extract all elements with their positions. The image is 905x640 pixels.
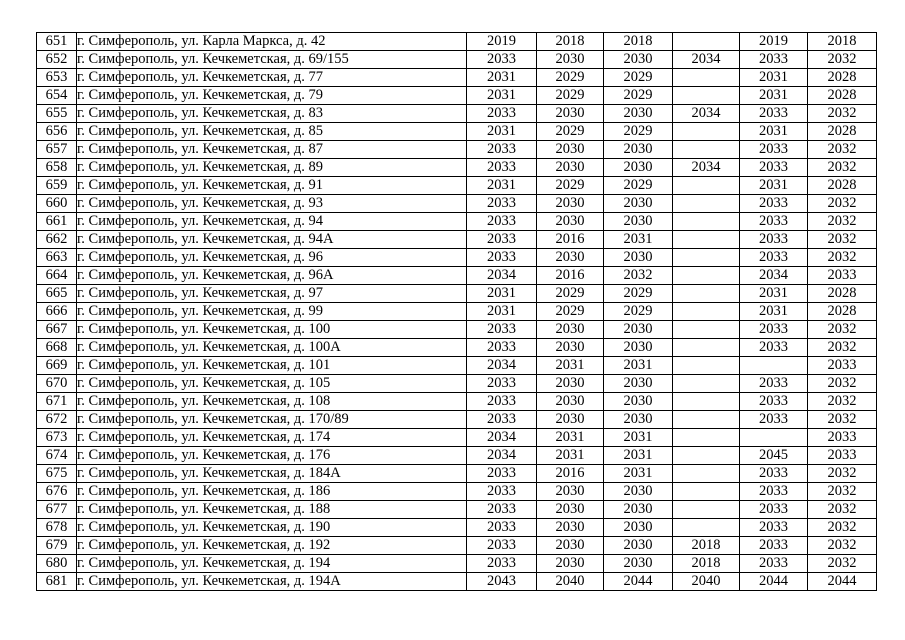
year-cell-6: 2032 <box>808 321 877 339</box>
year-cell-1: 2019 <box>467 33 537 51</box>
row-number-cell: 668 <box>37 339 77 357</box>
year-cell-2: 2029 <box>537 285 604 303</box>
year-cell-6: 2032 <box>808 339 877 357</box>
year-cell-3: 2030 <box>604 339 673 357</box>
table-row <box>37 303 877 321</box>
year-cell-3: 2018 <box>604 33 673 51</box>
address-cell: г. Симферополь, ул. Кечкеметская, д. 94 <box>77 213 467 231</box>
table-row <box>37 483 877 501</box>
year-cell-6: 2032 <box>808 231 877 249</box>
year-cell-3: 2029 <box>604 303 673 321</box>
year-cell-3: 2030 <box>604 483 673 501</box>
year-cell-5: 2033 <box>740 375 808 393</box>
row-number-cell: 662 <box>37 231 77 249</box>
row-number-cell: 674 <box>37 447 77 465</box>
table-row <box>37 159 877 177</box>
table-row <box>37 195 877 213</box>
table-row <box>37 429 877 447</box>
year-cell-5: 2031 <box>740 303 808 321</box>
year-cell-3: 2030 <box>604 105 673 123</box>
table-row <box>37 213 877 231</box>
year-cell-1: 2031 <box>467 303 537 321</box>
year-cell-4 <box>673 411 740 429</box>
year-cell-6: 2032 <box>808 555 877 573</box>
address-cell: г. Симферополь, ул. Кечкеметская, д. 97 <box>77 285 467 303</box>
year-cell-1: 2031 <box>467 69 537 87</box>
year-cell-4: 2034 <box>673 51 740 69</box>
year-cell-1: 2033 <box>467 537 537 555</box>
year-cell-2: 2031 <box>537 357 604 375</box>
year-cell-5: 2033 <box>740 249 808 267</box>
year-cell-2: 2018 <box>537 33 604 51</box>
year-cell-1: 2034 <box>467 357 537 375</box>
row-number-cell: 653 <box>37 69 77 87</box>
row-number-cell: 671 <box>37 393 77 411</box>
row-number-cell: 681 <box>37 573 77 591</box>
row-number-cell: 679 <box>37 537 77 555</box>
address-cell: г. Симферополь, ул. Кечкеметская, д. 100А <box>77 339 467 357</box>
row-number-cell: 677 <box>37 501 77 519</box>
table-row <box>37 501 877 519</box>
address-cell: г. Симферополь, ул. Кечкеметская, д. 96 <box>77 249 467 267</box>
address-cell: г. Симферополь, ул. Кечкеметская, д. 188 <box>77 501 467 519</box>
table-row <box>37 519 877 537</box>
year-cell-4 <box>673 69 740 87</box>
year-cell-6: 2032 <box>808 375 877 393</box>
table-row <box>37 573 877 591</box>
year-cell-1: 2033 <box>467 339 537 357</box>
address-cell: г. Симферополь, ул. Кечкеметская, д. 194А <box>77 573 467 591</box>
row-number-cell: 673 <box>37 429 77 447</box>
year-cell-3: 2030 <box>604 321 673 339</box>
row-number-cell: 652 <box>37 51 77 69</box>
year-cell-6: 2033 <box>808 357 877 375</box>
address-cell: г. Симферополь, ул. Кечкеметская, д. 89 <box>77 159 467 177</box>
address-cell: г. Симферополь, ул. Кечкеметская, д. 174 <box>77 429 467 447</box>
row-number-cell: 664 <box>37 267 77 285</box>
year-cell-2: 2030 <box>537 339 604 357</box>
year-cell-1: 2033 <box>467 249 537 267</box>
year-cell-6: 2032 <box>808 105 877 123</box>
year-cell-5 <box>740 429 808 447</box>
address-cell: г. Симферополь, ул. Кечкеметская, д. 190 <box>77 519 467 537</box>
year-cell-1: 2033 <box>467 411 537 429</box>
row-number-cell: 656 <box>37 123 77 141</box>
address-cell: г. Симферополь, ул. Кечкеметская, д. 85 <box>77 123 467 141</box>
year-cell-4 <box>673 465 740 483</box>
year-cell-4: 2040 <box>673 573 740 591</box>
row-number-cell: 678 <box>37 519 77 537</box>
year-cell-4 <box>673 87 740 105</box>
year-cell-6: 2032 <box>808 393 877 411</box>
year-cell-2: 2030 <box>537 411 604 429</box>
year-cell-4: 2034 <box>673 159 740 177</box>
year-cell-5: 2031 <box>740 123 808 141</box>
year-cell-2: 2030 <box>537 51 604 69</box>
year-cell-3: 2030 <box>604 141 673 159</box>
year-cell-2: 2030 <box>537 105 604 123</box>
year-cell-6: 2032 <box>808 465 877 483</box>
year-cell-6: 2032 <box>808 411 877 429</box>
year-cell-5: 2045 <box>740 447 808 465</box>
year-cell-5: 2033 <box>740 483 808 501</box>
address-cell: г. Симферополь, ул. Кечкеметская, д. 100 <box>77 321 467 339</box>
row-number-cell: 669 <box>37 357 77 375</box>
year-cell-4 <box>673 195 740 213</box>
row-number-cell: 667 <box>37 321 77 339</box>
year-cell-6: 2033 <box>808 267 877 285</box>
row-number-cell: 654 <box>37 87 77 105</box>
row-number-cell: 661 <box>37 213 77 231</box>
year-cell-4 <box>673 123 740 141</box>
table-row <box>37 393 877 411</box>
table-row <box>37 465 877 483</box>
year-cell-2: 2030 <box>537 483 604 501</box>
year-cell-1: 2034 <box>467 267 537 285</box>
year-cell-5: 2033 <box>740 231 808 249</box>
year-cell-5: 2033 <box>740 159 808 177</box>
row-number-cell: 659 <box>37 177 77 195</box>
address-cell: г. Симферополь, ул. Кечкеметская, д. 105 <box>77 375 467 393</box>
address-cell: г. Симферополь, ул. Кечкеметская, д. 83 <box>77 105 467 123</box>
address-cell: г. Симферополь, ул. Кечкеметская, д. 69/155 <box>77 51 467 69</box>
year-cell-5: 2033 <box>740 519 808 537</box>
year-cell-1: 2033 <box>467 519 537 537</box>
year-cell-4: 2018 <box>673 555 740 573</box>
year-cell-1: 2034 <box>467 447 537 465</box>
year-cell-1: 2033 <box>467 555 537 573</box>
year-cell-2: 2031 <box>537 447 604 465</box>
year-cell-5: 2019 <box>740 33 808 51</box>
address-cell: г. Симферополь, ул. Кечкеметская, д. 170/89 <box>77 411 467 429</box>
year-cell-5: 2033 <box>740 501 808 519</box>
year-cell-4 <box>673 249 740 267</box>
address-cell: г. Симферополь, ул. Кечкеметская, д. 96А <box>77 267 467 285</box>
year-cell-6: 2032 <box>808 51 877 69</box>
table-row <box>37 141 877 159</box>
year-cell-5: 2031 <box>740 177 808 195</box>
year-cell-4 <box>673 231 740 249</box>
year-cell-6: 2032 <box>808 537 877 555</box>
row-number-cell: 651 <box>37 33 77 51</box>
year-cell-3: 2029 <box>604 87 673 105</box>
year-cell-4 <box>673 357 740 375</box>
row-number-cell: 663 <box>37 249 77 267</box>
year-cell-2: 2030 <box>537 555 604 573</box>
table-row <box>37 123 877 141</box>
table-row <box>37 267 877 285</box>
year-cell-4: 2018 <box>673 537 740 555</box>
year-cell-3: 2031 <box>604 357 673 375</box>
year-cell-6: 2018 <box>808 33 877 51</box>
row-number-cell: 666 <box>37 303 77 321</box>
year-cell-1: 2033 <box>467 159 537 177</box>
year-cell-4 <box>673 447 740 465</box>
year-cell-6: 2032 <box>808 159 877 177</box>
year-cell-2: 2030 <box>537 159 604 177</box>
year-cell-3: 2031 <box>604 465 673 483</box>
document-page <box>36 32 876 591</box>
address-cell: г. Симферополь, ул. Кечкеметская, д. 91 <box>77 177 467 195</box>
year-cell-2: 2029 <box>537 123 604 141</box>
year-cell-6: 2044 <box>808 573 877 591</box>
year-cell-1: 2043 <box>467 573 537 591</box>
address-cell: г. Симферополь, ул. Кечкеметская, д. 77 <box>77 69 467 87</box>
year-cell-1: 2033 <box>467 105 537 123</box>
year-cell-6: 2032 <box>808 213 877 231</box>
table-row <box>37 249 877 267</box>
year-cell-2: 2016 <box>537 267 604 285</box>
housing-repair-schedule-table <box>36 32 877 591</box>
year-cell-4 <box>673 321 740 339</box>
year-cell-4 <box>673 267 740 285</box>
year-cell-3: 2030 <box>604 375 673 393</box>
row-number-cell: 658 <box>37 159 77 177</box>
year-cell-2: 2030 <box>537 213 604 231</box>
year-cell-6: 2032 <box>808 483 877 501</box>
year-cell-1: 2033 <box>467 393 537 411</box>
year-cell-6: 2028 <box>808 69 877 87</box>
year-cell-4 <box>673 213 740 231</box>
year-cell-4: 2034 <box>673 105 740 123</box>
year-cell-2: 2029 <box>537 69 604 87</box>
year-cell-3: 2030 <box>604 249 673 267</box>
year-cell-3: 2029 <box>604 69 673 87</box>
year-cell-4 <box>673 141 740 159</box>
address-cell: г. Симферополь, ул. Кечкеметская, д. 94А <box>77 231 467 249</box>
year-cell-6: 2033 <box>808 429 877 447</box>
year-cell-5: 2033 <box>740 555 808 573</box>
address-cell: г. Симферополь, ул. Кечкеметская, д. 101 <box>77 357 467 375</box>
year-cell-3: 2030 <box>604 555 673 573</box>
year-cell-2: 2030 <box>537 501 604 519</box>
year-cell-1: 2033 <box>467 231 537 249</box>
row-number-cell: 670 <box>37 375 77 393</box>
table-row <box>37 339 877 357</box>
table-row <box>37 231 877 249</box>
year-cell-2: 2030 <box>537 393 604 411</box>
year-cell-2: 2029 <box>537 87 604 105</box>
year-cell-6: 2028 <box>808 177 877 195</box>
row-number-cell: 655 <box>37 105 77 123</box>
row-number-cell: 672 <box>37 411 77 429</box>
year-cell-5: 2033 <box>740 411 808 429</box>
year-cell-6: 2032 <box>808 141 877 159</box>
address-cell: г. Симферополь, ул. Кечкеметская, д. 108 <box>77 393 467 411</box>
year-cell-6: 2028 <box>808 87 877 105</box>
year-cell-4 <box>673 501 740 519</box>
year-cell-4 <box>673 339 740 357</box>
year-cell-3: 2030 <box>604 501 673 519</box>
address-cell: г. Симферополь, ул. Карла Маркса, д. 42 <box>77 33 467 51</box>
year-cell-2: 2016 <box>537 231 604 249</box>
address-cell: г. Симферополь, ул. Кечкеметская, д. 184А <box>77 465 467 483</box>
year-cell-5: 2033 <box>740 105 808 123</box>
year-cell-5 <box>740 357 808 375</box>
year-cell-5: 2031 <box>740 87 808 105</box>
year-cell-2: 2029 <box>537 177 604 195</box>
year-cell-5: 2033 <box>740 213 808 231</box>
year-cell-6: 2032 <box>808 249 877 267</box>
year-cell-2: 2031 <box>537 429 604 447</box>
year-cell-1: 2031 <box>467 123 537 141</box>
year-cell-6: 2032 <box>808 519 877 537</box>
year-cell-2: 2040 <box>537 573 604 591</box>
year-cell-1: 2033 <box>467 213 537 231</box>
row-number-cell: 675 <box>37 465 77 483</box>
year-cell-3: 2031 <box>604 231 673 249</box>
address-cell: г. Симферополь, ул. Кечкеметская, д. 87 <box>77 141 467 159</box>
year-cell-5: 2033 <box>740 195 808 213</box>
year-cell-1: 2033 <box>467 195 537 213</box>
table-row <box>37 447 877 465</box>
year-cell-4 <box>673 285 740 303</box>
row-number-cell: 657 <box>37 141 77 159</box>
year-cell-1: 2033 <box>467 141 537 159</box>
year-cell-4 <box>673 375 740 393</box>
year-cell-6: 2032 <box>808 195 877 213</box>
year-cell-2: 2030 <box>537 141 604 159</box>
row-number-cell: 680 <box>37 555 77 573</box>
table-row <box>37 411 877 429</box>
year-cell-3: 2032 <box>604 267 673 285</box>
year-cell-2: 2030 <box>537 519 604 537</box>
year-cell-3: 2031 <box>604 429 673 447</box>
year-cell-1: 2033 <box>467 501 537 519</box>
table-row <box>37 87 877 105</box>
year-cell-6: 2032 <box>808 501 877 519</box>
year-cell-5: 2033 <box>740 51 808 69</box>
year-cell-2: 2030 <box>537 321 604 339</box>
table-row <box>37 33 877 51</box>
year-cell-5: 2033 <box>740 339 808 357</box>
year-cell-2: 2030 <box>537 537 604 555</box>
year-cell-1: 2033 <box>467 375 537 393</box>
address-cell: г. Симферополь, ул. Кечкеметская, д. 192 <box>77 537 467 555</box>
year-cell-5: 2033 <box>740 141 808 159</box>
year-cell-4 <box>673 303 740 321</box>
address-cell: г. Симферополь, ул. Кечкеметская, д. 93 <box>77 195 467 213</box>
year-cell-5: 2031 <box>740 69 808 87</box>
row-number-cell: 660 <box>37 195 77 213</box>
table-row <box>37 555 877 573</box>
year-cell-3: 2030 <box>604 411 673 429</box>
year-cell-5: 2044 <box>740 573 808 591</box>
year-cell-2: 2030 <box>537 375 604 393</box>
table-row <box>37 51 877 69</box>
table-row <box>37 375 877 393</box>
year-cell-1: 2031 <box>467 177 537 195</box>
year-cell-3: 2030 <box>604 195 673 213</box>
year-cell-1: 2033 <box>467 321 537 339</box>
year-cell-3: 2030 <box>604 213 673 231</box>
year-cell-6: 2028 <box>808 285 877 303</box>
year-cell-4 <box>673 519 740 537</box>
address-cell: г. Симферополь, ул. Кечкеметская, д. 99 <box>77 303 467 321</box>
row-number-cell: 665 <box>37 285 77 303</box>
address-cell: г. Симферополь, ул. Кечкеметская, д. 79 <box>77 87 467 105</box>
year-cell-4 <box>673 393 740 411</box>
year-cell-3: 2030 <box>604 393 673 411</box>
year-cell-3: 2029 <box>604 177 673 195</box>
year-cell-3: 2030 <box>604 51 673 69</box>
year-cell-2: 2016 <box>537 465 604 483</box>
table-row <box>37 537 877 555</box>
table-row <box>37 177 877 195</box>
year-cell-3: 2029 <box>604 285 673 303</box>
year-cell-2: 2030 <box>537 195 604 213</box>
year-cell-1: 2031 <box>467 285 537 303</box>
table-row <box>37 285 877 303</box>
table-row <box>37 357 877 375</box>
year-cell-6: 2028 <box>808 123 877 141</box>
year-cell-5: 2031 <box>740 285 808 303</box>
year-cell-3: 2030 <box>604 537 673 555</box>
year-cell-5: 2034 <box>740 267 808 285</box>
year-cell-5: 2033 <box>740 393 808 411</box>
address-cell: г. Симферополь, ул. Кечкеметская, д. 176 <box>77 447 467 465</box>
year-cell-2: 2030 <box>537 249 604 267</box>
address-cell: г. Симферополь, ул. Кечкеметская, д. 186 <box>77 483 467 501</box>
year-cell-1: 2034 <box>467 429 537 447</box>
year-cell-4 <box>673 33 740 51</box>
year-cell-4 <box>673 483 740 501</box>
year-cell-1: 2033 <box>467 51 537 69</box>
table-row <box>37 105 877 123</box>
year-cell-5: 2033 <box>740 537 808 555</box>
year-cell-2: 2029 <box>537 303 604 321</box>
table-body <box>37 33 877 591</box>
year-cell-1: 2033 <box>467 465 537 483</box>
year-cell-6: 2028 <box>808 303 877 321</box>
table-row <box>37 321 877 339</box>
year-cell-3: 2030 <box>604 519 673 537</box>
address-cell: г. Симферополь, ул. Кечкеметская, д. 194 <box>77 555 467 573</box>
table-row <box>37 69 877 87</box>
year-cell-3: 2044 <box>604 573 673 591</box>
year-cell-5: 2033 <box>740 465 808 483</box>
year-cell-4 <box>673 429 740 447</box>
year-cell-6: 2033 <box>808 447 877 465</box>
year-cell-1: 2031 <box>467 87 537 105</box>
year-cell-5: 2033 <box>740 321 808 339</box>
year-cell-3: 2029 <box>604 123 673 141</box>
year-cell-1: 2033 <box>467 483 537 501</box>
year-cell-4 <box>673 177 740 195</box>
year-cell-3: 2031 <box>604 447 673 465</box>
row-number-cell: 676 <box>37 483 77 501</box>
year-cell-3: 2030 <box>604 159 673 177</box>
